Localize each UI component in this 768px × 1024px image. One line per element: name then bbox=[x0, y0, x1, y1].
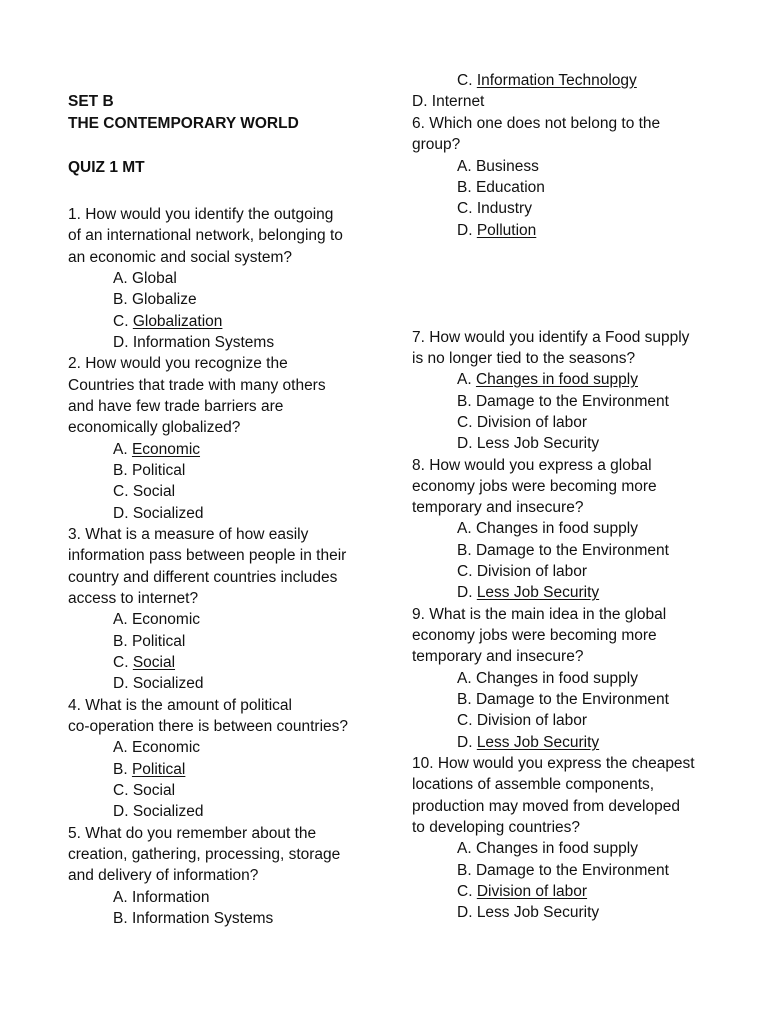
line-text: an economic and social system? bbox=[68, 249, 293, 266]
option-letter: A. bbox=[457, 158, 476, 175]
option-letter: D. bbox=[457, 904, 477, 921]
question-text bbox=[68, 567, 337, 588]
line-text: group? bbox=[412, 136, 461, 153]
line-text: temporary and insecure? bbox=[412, 648, 584, 665]
line-text: Socialized bbox=[132, 505, 204, 522]
line-text: 2. How would you recognize the bbox=[68, 355, 288, 372]
line-text: Division of labor bbox=[476, 414, 588, 431]
question-text bbox=[68, 247, 292, 268]
line-text: Economic bbox=[131, 739, 201, 756]
answer-option bbox=[457, 902, 599, 923]
question-text bbox=[68, 524, 308, 545]
answer-option bbox=[457, 838, 638, 859]
line-text: Changes in food supply bbox=[475, 670, 638, 687]
question-text bbox=[412, 327, 689, 348]
answer-option bbox=[113, 759, 185, 780]
question-text bbox=[412, 476, 657, 497]
line-text: Economic bbox=[131, 611, 201, 628]
answer-option bbox=[113, 887, 210, 908]
line-text: Social bbox=[132, 483, 176, 500]
question-text bbox=[68, 353, 288, 374]
line-text: Damage to the Environment bbox=[475, 393, 669, 410]
line-text: country and different countries includes bbox=[68, 569, 338, 586]
option-letter: B. bbox=[457, 393, 476, 410]
line-text: 10. How would you express the cheapest bbox=[412, 755, 695, 772]
line-text: Less Job Security bbox=[476, 904, 600, 921]
question-text bbox=[412, 625, 657, 646]
question-text bbox=[68, 865, 258, 886]
option-letter: A. bbox=[113, 889, 132, 906]
document-heading bbox=[68, 91, 114, 112]
answer-option bbox=[457, 220, 536, 241]
answer-option bbox=[113, 673, 203, 694]
question-text bbox=[412, 348, 635, 369]
answer-option bbox=[113, 289, 197, 310]
correct-answer-text: Division of labor bbox=[476, 883, 588, 900]
question-text bbox=[68, 545, 346, 566]
answer-option bbox=[457, 732, 599, 753]
answer-option bbox=[113, 631, 185, 652]
answer-option bbox=[457, 710, 587, 731]
line-text: Political bbox=[131, 462, 186, 479]
line-text: Industry bbox=[476, 200, 532, 217]
correct-answer-text: Information Technology bbox=[476, 72, 637, 89]
option-letter: C. bbox=[113, 782, 133, 799]
option-letter: B. bbox=[457, 179, 476, 196]
option-letter: B. bbox=[457, 691, 476, 708]
question-text bbox=[68, 396, 283, 417]
line-text: Damage to the Environment bbox=[475, 542, 669, 559]
line-text: 7. How would you identify a Food supply bbox=[412, 329, 690, 346]
line-text: 1. How would you identify the outgoing bbox=[68, 206, 334, 223]
answer-option bbox=[457, 70, 637, 91]
line-text: Globalize bbox=[131, 291, 197, 308]
option-letter: A. bbox=[457, 840, 476, 857]
line-text: Damage to the Environment bbox=[475, 862, 669, 879]
option-letter: A. bbox=[457, 371, 476, 388]
option-letter: D. bbox=[457, 222, 477, 239]
answer-option bbox=[457, 156, 539, 177]
line-text: economy jobs were becoming more bbox=[412, 627, 657, 644]
question-text bbox=[412, 134, 460, 155]
line-text: Countries that trade with many others bbox=[68, 377, 326, 394]
answer-option bbox=[113, 801, 203, 822]
line-text: to developing countries? bbox=[412, 819, 581, 836]
answer-option bbox=[457, 561, 587, 582]
answer-option bbox=[457, 412, 587, 433]
option-letter: C. bbox=[457, 200, 477, 217]
question-text bbox=[68, 695, 292, 716]
line-text: Global bbox=[131, 270, 177, 287]
question-text bbox=[412, 774, 654, 795]
question-text bbox=[68, 417, 240, 438]
option-letter: A. bbox=[113, 441, 132, 458]
line-text: Damage to the Environment bbox=[475, 691, 669, 708]
option-letter: A. bbox=[113, 611, 132, 628]
option-letter: C. bbox=[457, 883, 477, 900]
document-heading bbox=[68, 113, 299, 134]
question-text bbox=[68, 716, 348, 737]
answer-option bbox=[457, 540, 669, 561]
option-letter: C. bbox=[113, 313, 133, 330]
line-text: Less Job Security bbox=[476, 435, 600, 452]
option-letter: A. bbox=[457, 670, 476, 687]
answer-option bbox=[113, 332, 274, 353]
line-text: Changes in food supply bbox=[475, 840, 638, 857]
line-text: economically globalized? bbox=[68, 419, 241, 436]
line-text: temporary and insecure? bbox=[412, 499, 584, 516]
line-text: Information Systems bbox=[132, 334, 275, 351]
answer-option bbox=[113, 780, 175, 801]
option-letter: C. bbox=[113, 483, 133, 500]
answer-option bbox=[113, 481, 175, 502]
correct-answer-text: Pollution bbox=[476, 222, 537, 239]
line-text: THE CONTEMPORARY WORLD bbox=[68, 115, 299, 132]
line-text: SET B bbox=[68, 93, 114, 110]
option-letter: C. bbox=[457, 414, 477, 431]
question-text bbox=[68, 844, 340, 865]
option-letter: A. bbox=[113, 270, 132, 287]
answer-option bbox=[113, 908, 273, 929]
question-text bbox=[68, 225, 343, 246]
answer-option bbox=[457, 518, 638, 539]
option-letter: C. bbox=[113, 654, 133, 671]
correct-answer-text: Less Job Security bbox=[476, 584, 600, 601]
answer-option bbox=[457, 391, 669, 412]
option-letter: B. bbox=[113, 291, 132, 308]
question-text bbox=[68, 204, 333, 225]
correct-answer-text: Political bbox=[131, 761, 186, 778]
line-text: Socialized bbox=[132, 803, 204, 820]
line-text: is no longer tied to the seasons? bbox=[412, 350, 636, 367]
line-text: 6. Which one does not belong to the bbox=[412, 115, 661, 132]
option-letter: C. bbox=[457, 563, 477, 580]
option-letter: A. bbox=[113, 739, 132, 756]
line-text: access to internet? bbox=[68, 590, 199, 607]
option-letter: D. bbox=[457, 734, 477, 751]
line-text: information pass between people in their bbox=[68, 547, 347, 564]
option-letter: B. bbox=[113, 462, 132, 479]
line-text: Business bbox=[475, 158, 539, 175]
line-text: Socialized bbox=[132, 675, 204, 692]
answer-option bbox=[113, 737, 200, 758]
answer-option bbox=[457, 689, 669, 710]
answer-option bbox=[457, 668, 638, 689]
question-text bbox=[412, 796, 680, 817]
answer-option bbox=[457, 860, 669, 881]
option-letter: C. bbox=[457, 712, 477, 729]
question-text bbox=[68, 375, 326, 396]
line-text: 4. What is the amount of political bbox=[68, 697, 293, 714]
line-text: 8. How would you express a global bbox=[412, 457, 652, 474]
option-letter: D. bbox=[457, 435, 477, 452]
line-text: D. Internet bbox=[412, 93, 485, 110]
answer-option bbox=[113, 609, 200, 630]
line-text: QUIZ 1 MT bbox=[68, 159, 145, 176]
line-text: locations of assemble components, bbox=[412, 776, 655, 793]
question-text bbox=[412, 753, 695, 774]
line-text: and have few trade barriers are bbox=[68, 398, 284, 415]
question-text bbox=[412, 604, 666, 625]
option-letter: B. bbox=[457, 542, 476, 559]
question-text bbox=[68, 588, 198, 609]
line-text: Social bbox=[132, 782, 176, 799]
question-text bbox=[412, 113, 660, 134]
line-text: 9. What is the main idea in the global bbox=[412, 606, 667, 623]
line-text: co-operation there is between countries? bbox=[68, 718, 349, 735]
answer-option bbox=[113, 652, 175, 673]
question-text bbox=[68, 823, 316, 844]
answer-option bbox=[457, 582, 599, 603]
line-text: economy jobs were becoming more bbox=[412, 478, 657, 495]
line-text: Division of labor bbox=[476, 563, 588, 580]
option-letter: B. bbox=[457, 862, 476, 879]
correct-answer-text: Globalization bbox=[132, 313, 223, 330]
option-letter: A. bbox=[457, 520, 476, 537]
line-text: production may moved from developed bbox=[412, 798, 680, 815]
option-letter: D. bbox=[113, 334, 133, 351]
answer-option bbox=[113, 503, 203, 524]
line-text: and delivery of information? bbox=[68, 867, 259, 884]
question-text bbox=[412, 497, 583, 518]
correct-answer-text: Changes in food supply bbox=[475, 371, 638, 388]
question-text bbox=[412, 455, 652, 476]
option-letter: D. bbox=[113, 675, 133, 692]
line-text: of an international network, belonging to bbox=[68, 227, 343, 244]
option-letter: C. bbox=[457, 72, 477, 89]
question-text bbox=[412, 646, 583, 667]
line-text: 3. What is a measure of how easily bbox=[68, 526, 309, 543]
correct-answer-text: Less Job Security bbox=[476, 734, 600, 751]
question-text bbox=[412, 91, 484, 112]
line-text: Changes in food supply bbox=[475, 520, 638, 537]
option-letter: B. bbox=[113, 761, 132, 778]
line-text: Political bbox=[131, 633, 186, 650]
answer-option bbox=[113, 439, 200, 460]
line-text: Information Systems bbox=[131, 910, 274, 927]
answer-option bbox=[457, 198, 532, 219]
question-text bbox=[412, 817, 580, 838]
line-text: Information bbox=[131, 889, 210, 906]
line-text: 5. What do you remember about the bbox=[68, 825, 317, 842]
line-text: Division of labor bbox=[476, 712, 588, 729]
correct-answer-text: Social bbox=[132, 654, 176, 671]
option-letter: D. bbox=[113, 505, 133, 522]
answer-option bbox=[457, 177, 545, 198]
answer-option bbox=[113, 268, 177, 289]
line-text: Education bbox=[475, 179, 545, 196]
document-heading bbox=[68, 157, 145, 178]
option-letter: D. bbox=[113, 803, 133, 820]
option-letter: D. bbox=[457, 584, 477, 601]
line-text: creation, gathering, processing, storage bbox=[68, 846, 341, 863]
answer-option bbox=[457, 881, 587, 902]
answer-option bbox=[457, 369, 638, 390]
correct-answer-text: Economic bbox=[131, 441, 201, 458]
answer-option bbox=[113, 460, 185, 481]
answer-option bbox=[113, 311, 222, 332]
option-letter: B. bbox=[113, 633, 132, 650]
option-letter: B. bbox=[113, 910, 132, 927]
answer-option bbox=[457, 433, 599, 454]
